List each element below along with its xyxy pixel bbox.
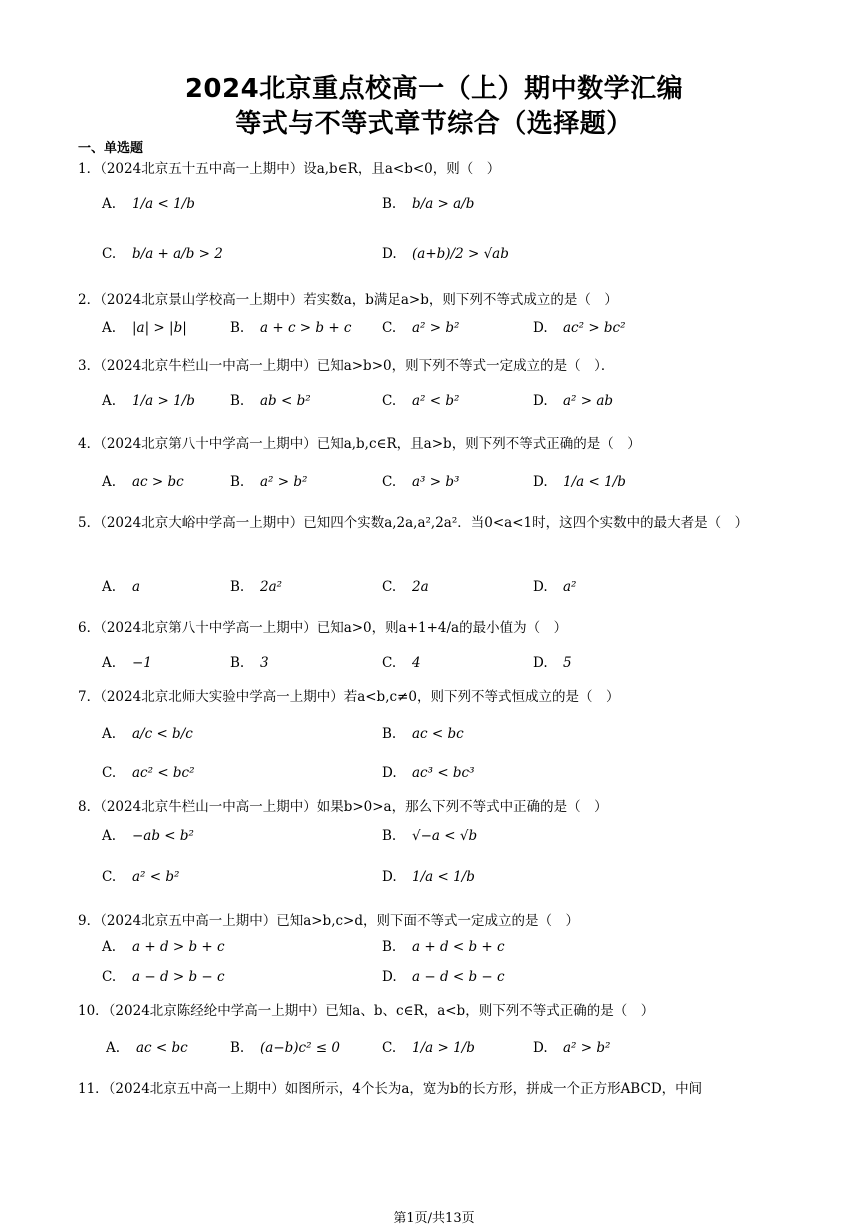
- option-label: D.: [382, 869, 397, 885]
- option-text: (a+b)/2 > √ab: [412, 246, 509, 262]
- question-4-stem: 4．（2024北京第八十中学高一上期中）已知a,b,c∈R，且a>b，则下列不等式正确的是（ ）: [78, 436, 641, 452]
- option-text: ab < b²: [260, 393, 311, 409]
- question-8-stem: 8．（2024北京牛栏山一中高一上期中）如果b>0>a，那么下列不等式中正确的是（ ）: [78, 799, 608, 815]
- question-7-option-a: [102, 726, 193, 742]
- option-label: A.: [102, 939, 117, 955]
- option-text: a/c < b/c: [132, 726, 193, 742]
- option-text: ac < bc: [136, 1040, 188, 1056]
- option-label: A.: [102, 196, 117, 212]
- page-title: 2024北京重点校高一（上）期中数学汇编: [184, 74, 684, 104]
- option-label: D.: [533, 579, 548, 595]
- option-text: a − d < b − c: [412, 969, 505, 985]
- option-text: −1: [132, 655, 152, 671]
- option-label: A.: [102, 828, 117, 844]
- option-text: b/a + a/b > 2: [132, 246, 223, 262]
- question-10-option-a: [106, 1040, 188, 1056]
- question-10-option-b: [230, 1040, 340, 1056]
- option-text: 3: [260, 655, 269, 671]
- option-label: A.: [102, 474, 117, 490]
- option-label: B.: [230, 1040, 245, 1056]
- question-2-option-b: [230, 320, 352, 336]
- option-text: a + c > b + c: [260, 320, 352, 336]
- option-text: ac² > bc²: [563, 320, 626, 336]
- question-8-option-b: [382, 828, 477, 844]
- question-7-option-d: [382, 765, 475, 781]
- question-7-option-b: [382, 726, 464, 742]
- question-3-option-d: [533, 393, 613, 409]
- option-text: ac < bc: [412, 726, 464, 742]
- option-label: C.: [382, 1040, 397, 1056]
- question-2-option-c: [382, 320, 459, 336]
- option-text: 5: [563, 655, 572, 671]
- option-text: a + d > b + c: [132, 939, 225, 955]
- option-text: a² < b²: [412, 393, 460, 409]
- question-4-option-d: [533, 474, 626, 490]
- question-7-option-c: [102, 765, 195, 781]
- option-text: 1/a < 1/b: [412, 869, 475, 885]
- option-label: D.: [533, 320, 548, 336]
- option-text: ac > bc: [132, 474, 184, 490]
- option-text: a²: [563, 579, 577, 595]
- question-1-option-d: [382, 246, 509, 262]
- option-text: a² > ab: [563, 393, 614, 409]
- question-9-stem: 9．（2024北京五中高一上期中）已知a>b,c>d，则下面不等式一定成立的是（ ）: [78, 913, 580, 929]
- option-label: B.: [230, 393, 245, 409]
- question-1-option-c: [102, 246, 223, 262]
- page-subtitle: 等式与不等式章节综合（选择题）: [235, 109, 633, 139]
- option-label: C.: [102, 246, 117, 262]
- question-9-option-c: [102, 969, 225, 985]
- question-1-option-b: [382, 196, 474, 212]
- option-text: −ab < b²: [132, 828, 194, 844]
- option-label: C.: [382, 474, 397, 490]
- option-text: ac² < bc²: [132, 765, 195, 781]
- option-text: 2a²: [260, 579, 283, 595]
- option-label: D.: [382, 246, 397, 262]
- question-8-option-d: [382, 869, 475, 885]
- option-text: 1/a < 1/b: [132, 196, 195, 212]
- option-label: D.: [382, 765, 397, 781]
- question-4-option-c: [382, 474, 459, 490]
- question-2-option-d: [533, 320, 626, 336]
- option-label: C.: [102, 869, 117, 885]
- question-3-option-b: [230, 393, 311, 409]
- question-3-option-a: [102, 393, 195, 409]
- question-2-stem: 2．（2024北京景山学校高一上期中）若实数a，b满足a>b，则下列不等式成立的是（ ）: [78, 292, 618, 308]
- option-label: B.: [382, 726, 397, 742]
- question-8-option-a: [102, 828, 194, 844]
- question-9-option-b: [382, 939, 505, 955]
- option-text: a: [132, 579, 141, 595]
- option-text: a − d > b − c: [132, 969, 225, 985]
- option-text: √−a < √b: [412, 828, 478, 844]
- option-label: C.: [382, 393, 397, 409]
- option-text: b/a > a/b: [412, 196, 475, 212]
- option-text: a³ > b³: [412, 474, 460, 490]
- option-label: D.: [533, 393, 548, 409]
- option-label: B.: [230, 474, 245, 490]
- question-10-stem: 10．（2024北京陈经纶中学高一上期中）已知a、b、c∈R，a<b，则下列不等式正确的是（ ）: [78, 1003, 655, 1019]
- option-label: A.: [102, 655, 117, 671]
- question-3-option-c: [382, 393, 459, 409]
- question-4-option-b: [230, 474, 307, 490]
- question-7-stem: 7．（2024北京北师大实验中学高一上期中）若a<b,c≠0，则下列不等式恒成立的是（ ）: [78, 689, 620, 705]
- question-10-option-c: [382, 1040, 475, 1056]
- option-text: 1/a > 1/b: [132, 393, 195, 409]
- question-5-option-d: [533, 579, 576, 595]
- question-3-stem: 3．（2024北京牛栏山一中高一上期中）已知a>b>0，则下列不等式一定成立的是（ ）．: [78, 358, 615, 374]
- option-text: 1/a > 1/b: [412, 1040, 475, 1056]
- option-label: A.: [106, 1040, 121, 1056]
- option-label: B.: [382, 939, 397, 955]
- option-text: 1/a < 1/b: [563, 474, 626, 490]
- option-text: a² > b²: [563, 1040, 611, 1056]
- option-label: A.: [102, 726, 117, 742]
- question-2-option-a: [102, 320, 187, 336]
- option-label: A.: [102, 320, 117, 336]
- option-label: C.: [382, 320, 397, 336]
- option-label: D.: [533, 474, 548, 490]
- option-label: B.: [230, 320, 245, 336]
- question-6-option-b: [230, 655, 269, 671]
- question-8-option-c: [102, 869, 179, 885]
- question-5-option-a: [102, 579, 140, 595]
- option-text: a² > b²: [260, 474, 308, 490]
- question-5-stem: 5．（2024北京大峪中学高一上期中）已知四个实数a,2a,a²,2a²．当0<a<1时，这四个实数中的最大者是（ ）: [78, 515, 749, 531]
- question-9-option-d: [382, 969, 505, 985]
- question-9-option-a: [102, 939, 225, 955]
- question-11-stem: 11．（2024北京五中高一上期中）如图所示，4个长为a，宽为b的长方形，拼成一个正方形ABCD，中间: [78, 1081, 703, 1097]
- option-label: B.: [230, 579, 245, 595]
- question-1-stem: 1．（2024北京五十五中高一上期中）设a,b∈R，且a<b<0，则（ ）: [78, 161, 501, 177]
- option-label: C.: [382, 579, 397, 595]
- page-footer: 第1页/共13页: [393, 1211, 475, 1226]
- option-text: ac³ < bc³: [412, 765, 475, 781]
- question-6-option-a: [102, 655, 152, 671]
- question-4-option-a: [102, 474, 184, 490]
- section-heading: 一、单选题: [78, 141, 144, 156]
- option-label: B.: [382, 196, 397, 212]
- option-text: |a| > |b|: [132, 320, 187, 336]
- question-6-option-d: [533, 655, 572, 671]
- option-text: a² > b²: [412, 320, 460, 336]
- option-label: D.: [533, 1040, 548, 1056]
- question-5-option-b: [230, 579, 282, 595]
- option-label: B.: [230, 655, 245, 671]
- option-label: C.: [382, 655, 397, 671]
- option-text: (a−b)c² ≤ 0: [260, 1040, 340, 1056]
- option-label: D.: [533, 655, 548, 671]
- option-label: C.: [102, 969, 117, 985]
- option-label: D.: [382, 969, 397, 985]
- question-1-option-a: [102, 196, 195, 212]
- question-10-option-d: [533, 1040, 610, 1056]
- option-text: 4: [412, 655, 421, 671]
- option-label: A.: [102, 393, 117, 409]
- option-label: C.: [102, 765, 117, 781]
- question-5-option-c: [382, 579, 429, 595]
- option-text: a + d < b + c: [412, 939, 505, 955]
- question-6-stem: 6．（2024北京第八十中学高一上期中）已知a>0，则a+1+4/a的最小值为（ ）: [78, 620, 568, 636]
- option-text: a² < b²: [132, 869, 180, 885]
- option-label: B.: [382, 828, 397, 844]
- question-6-option-c: [382, 655, 421, 671]
- option-label: A.: [102, 579, 117, 595]
- option-text: 2a: [412, 579, 429, 595]
